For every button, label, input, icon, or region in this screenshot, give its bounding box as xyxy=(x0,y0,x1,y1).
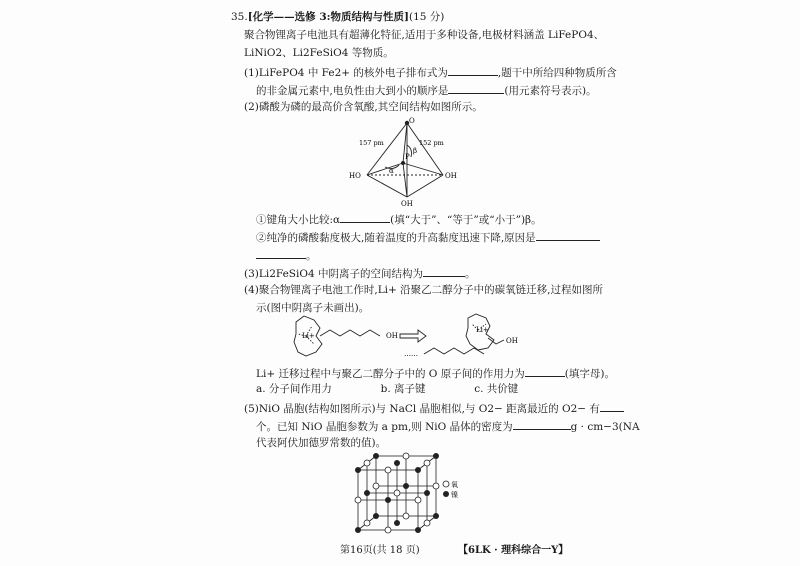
paper-code: 【6LK · 理科综合一Y】 xyxy=(458,545,569,556)
question-title: [化学——选修 3:物质结构与性质] xyxy=(247,11,409,23)
legend-oxygen: 氧 xyxy=(451,481,458,489)
q2-line: (2)磷酸为磷的最高价含氧酸,其空间结构如图所示。 xyxy=(244,101,483,113)
answer-blank[interactable] xyxy=(536,230,600,241)
label-p: P xyxy=(405,153,410,161)
oh-left: OH xyxy=(386,332,398,340)
intro-line-2: LiNiO2、Li2FeSiO4 等物质。 xyxy=(244,47,394,59)
q1-line-2: 的非金属元素中,电负性由大到小的顺序是 (用元素符号表示)。 xyxy=(256,85,597,97)
li-ion-left: Li+ xyxy=(302,332,315,340)
q2-sub-1: ①键角大小比较:α (填“大于”、“等于”或“小于”)β。 xyxy=(256,214,542,226)
li-ion-right: Li+ xyxy=(476,326,489,334)
bond-length-157: 157 pm xyxy=(359,139,384,147)
intro-line-1: 聚合物锂离子电池具有超薄化特征,适用于多种设备,电极材料涵盖 LiFePO4、 xyxy=(244,29,605,41)
question-header xyxy=(231,11,444,24)
legend-nickel-marker xyxy=(443,491,449,497)
label-beta: β xyxy=(413,147,418,155)
q5-line-1: (5)NiO 晶胞(结构如图所示)与 NaCl 晶胞相似,与 O2− 距离最近的 O2− 有 xyxy=(244,401,624,416)
label-oh-right: OH xyxy=(445,172,457,180)
option-a: a. 分子间作用力 xyxy=(256,383,332,395)
q4-line-2: 示(图中阴离子未画出)。 xyxy=(256,302,370,314)
legend-oxygen-marker xyxy=(443,481,449,487)
q3-line: (3)Li2FeSiO4 中阴离子的空间结构为 。 xyxy=(244,268,476,280)
oh-right: OH xyxy=(506,337,518,345)
label-alpha: α xyxy=(389,167,394,175)
chain-ellipsis: …… xyxy=(404,350,418,358)
page-number: 第16页(共 18 页) xyxy=(340,545,420,556)
question-points: (15 分) xyxy=(408,11,445,23)
bond-length-152: 152 pm xyxy=(419,139,444,147)
label-ho-left: HO xyxy=(349,172,361,180)
answer-blank[interactable] xyxy=(448,65,498,76)
nio-unit-cell xyxy=(352,452,482,536)
label-o: O xyxy=(409,117,415,125)
q5-line-2: 个。已知 NiO 晶胞参数为 a pm,则 NiO 晶体的密度为 g · cm−3(NA xyxy=(256,421,640,433)
option-c: c. 共价键 xyxy=(474,383,519,395)
answer-blank[interactable] xyxy=(256,248,306,259)
q1-line-1: (1)LiFePO4 中 Fe2+ 的核外电子排布式为 ,题干中所给四种物质所含 xyxy=(244,67,617,79)
phosphorus-atom xyxy=(401,161,405,165)
option-b: b. 离子键 xyxy=(380,383,426,395)
answer-blank[interactable] xyxy=(525,366,565,377)
q4-options xyxy=(256,383,518,396)
answer-blank[interactable] xyxy=(513,419,571,430)
legend-nickel: 镍 xyxy=(451,491,458,499)
lithium-migration-figure xyxy=(280,312,540,364)
answer-blank[interactable] xyxy=(600,401,624,412)
q2-sub-2-cont: 。 xyxy=(256,248,317,263)
phosphoric-acid-structure xyxy=(345,115,465,207)
q4-line-1: (4)聚合物锂离子电池工作时,Li+ 沿聚乙二醇分子中的碳氧链迁移,过程如图所 xyxy=(244,284,604,296)
answer-blank[interactable] xyxy=(448,83,504,94)
label-oh-bottom: OH xyxy=(401,200,413,207)
question-number: 35. xyxy=(231,11,248,23)
q5-line-3: 代表阿伏加德罗常数的值)。 xyxy=(256,437,387,449)
q2-sub-2: ②纯净的磷酸黏度极大,随着温度的升高黏度迅速下降,原因是 xyxy=(256,230,600,245)
answer-blank[interactable] xyxy=(423,266,465,277)
q4-line-3: Li+ 迁移过程中与聚乙二醇分子中的 O 原子间的作用力为 (填字母)。 xyxy=(256,368,615,380)
answer-blank[interactable] xyxy=(340,212,390,223)
